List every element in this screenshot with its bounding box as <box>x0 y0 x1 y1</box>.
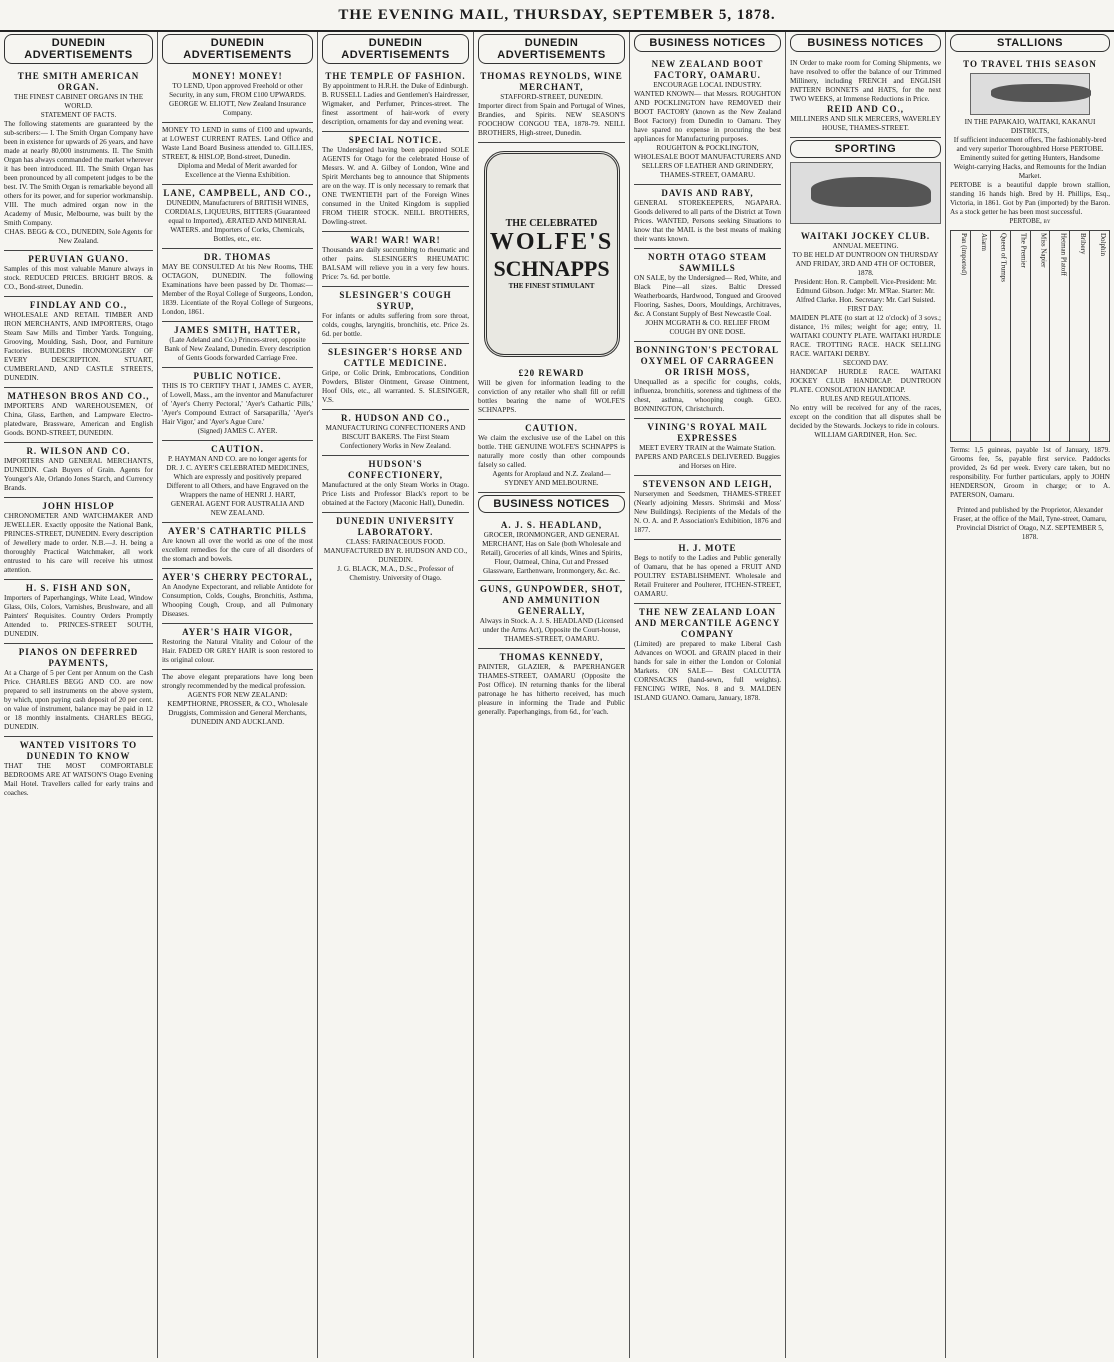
ad-body: IMPORTERS AND WAREHOUSEMEN, Of China, Glass, Earthen, and Lampware Electro-platedware, Brassware, American and English Goods. BOND-STREET, DUNEDIN. <box>4 402 153 437</box>
ad-title: WANTED VISITORS TO DUNEDIN TO KNOW <box>19 740 138 761</box>
section-header: BUSINESS NOTICES <box>478 495 625 513</box>
ad-body: Always in Stock. A. J. S. HEADLAND (Licensed under the Arms Act), Opposite the Court-house, THAMES-STREET, OAMARU. <box>479 617 624 643</box>
watson-ad <box>4 737 153 802</box>
column-3 <box>318 32 474 1358</box>
horse-silhouette <box>991 84 1091 102</box>
ad-subtitle: By appointment to H.R.H. the Duke of Edinburgh. <box>322 82 469 90</box>
ad-title: THOMAS REYNOLDS, WINE MERCHANT, <box>480 71 623 92</box>
wilson-ad <box>4 443 153 498</box>
ad-sign: WILLIAM GARDINER, Hon. Sec. <box>814 431 917 439</box>
ad-title: DUNEDIN UNIVERSITY LABORATORY. <box>336 516 455 537</box>
ad-title: GUNS, GUNPOWDER, SHOT, AND AMMUNITION GENERALLY, <box>479 584 624 616</box>
ad-title: DAVIS AND RABY, <box>661 188 754 198</box>
ad-body: CHRONOMETER AND WATCHMAKER AND JEWELLER. Exactly opposite the National Bank, PRINCES-STREET, DUNEDIN. Every description of Jewellery made to order. N.B.—J. H. being a thoroughly Practical Watchmaker, all work entrusted to his care will receive his utmost attention. <box>4 512 153 574</box>
horse-silhouette <box>811 177 931 207</box>
ad-body: IMPORTERS AND GENERAL MERCHANTS, DUNEDIN. Cash Buyers of Grain. Agents for Younger's Ale, Orlando Jones Starch, and Currency Brands. <box>4 457 153 492</box>
ad-terms: Terms: 1,5 guineas, payable 1st of January, 1879. Grooms fee, 5s, payable first service. Paddocks provided, 2s 6d per week. Every care taken, but no responsibility. For further particulars, apply to JOHN HENDERSON, Groom in charge; or to A. PATERSON, Oamaru. <box>950 446 1110 499</box>
reward-ad <box>478 365 625 420</box>
ad-title: DR. THOMAS <box>203 252 272 262</box>
jockey-club-ad <box>790 228 941 444</box>
ad-body: The above elegant preparations have long been strongly recommended by the medical profession. <box>162 673 313 690</box>
ad-title: WAITAKI JOCKEY CLUB. <box>800 231 931 241</box>
vining-ad <box>634 419 781 476</box>
temple-fashion-ad <box>322 68 469 132</box>
horse-illustration <box>970 73 1090 115</box>
university-lab-ad <box>322 513 469 587</box>
sawmills-ad <box>634 249 781 342</box>
ad-title: THOMAS KENNEDY, <box>499 652 604 662</box>
matheson-ad <box>4 388 153 443</box>
column-7 <box>946 32 1114 1358</box>
ad-body: If sufficient inducement offers, The fashionably-bred and very superior Thoroughbred Horse PERTOBE. Eminently suited for getting Hunters, Handsome Weight-carrying Hacks, and Remounts for the Indian Market. <box>953 136 1107 180</box>
ad-body: The Undersigned having been appointed SOLE AGENTS for Otago for the celebrated House of Messrs. W. and A. Gilbey of London, Wine and Spirit Merchants beg to announce that Shipments are on the way. IT is only necessary to remark that ONE TWENTIETH part of the Foreign Wines consumed in the United Kingdom is supplied FROM THEIR STOCK. NEILL BROTHERS, Dowling-street. <box>322 146 469 226</box>
column-header: BUSINESS NOTICES <box>790 34 941 52</box>
findlay-ad <box>4 297 153 388</box>
special-notice-ad <box>322 132 469 232</box>
ad-title: MONEY! MONEY! <box>192 71 283 81</box>
money-ad <box>162 68 313 123</box>
ad-title: NEW ZEALAND BOOT FACTORY, OAMARU. <box>651 59 764 80</box>
ad-sign: ROUGHTON & POCKLINGTON, WHOLESALE BOOT MANUFACTURERS AND SELLERS OF LEATHER AND GRINDERY, THAMES-STREET, OAMARU. <box>634 144 781 179</box>
pedigree-cell: The Premier <box>1011 231 1031 441</box>
dr-thomas-ad <box>162 249 313 322</box>
pertobe-ad <box>950 56 1110 546</box>
column-header: DUNEDIN ADVERTISEMENTS <box>4 34 153 64</box>
column-4 <box>474 32 630 1358</box>
column-header: BUSINESS NOTICES <box>634 34 781 52</box>
reynolds-ad <box>478 68 625 143</box>
ad-subtitle: THE FINEST CABINET ORGANS IN THE WORLD. <box>13 93 144 110</box>
ad-body: THIS IS TO CERTIFY THAT I, JAMES C. AYER, of Lowell, Mass., am the inventor and Manufacturer of 'Ayer's Cherry Pectoral,' 'Ayer's Cathartic Pills,' 'Ayer's Compound Extract of Sarsaparilla,' 'Ayer's Hair Vigor,' and 'Ayer's Ague Cure.' <box>162 382 313 426</box>
ad-body: The following statements are guaranteed by the sub-scribers:— I. The Smith Organ Company have been in existence for upwards of 26 years, and have made at nearly 80,000 instruments. II. The Smith Organ has always commanded the market wherever it has been introduced. III. The Smith Organ has been pronounced by all competent judges to be the best. IV. The Smith Organ is remarkable beyond all others for its power, and for superior workmanship. VIII. The much admired organ now in the Academy of Music, Melbourne, was built by the Smith Company. <box>4 120 153 227</box>
ad-title: CAUTION. <box>211 444 264 454</box>
ad-body: Importer direct from Spain and Portugal of Wines, Brandies, and Spirits. NEW SEASON'S FOOCHOW CONGOU TEA, 1878-79. NEILL BROTHERS, High-street, Dunedin. <box>478 102 625 137</box>
label-line: WOLFE'S <box>489 229 614 255</box>
ad-title: SPECIAL NOTICE. <box>348 135 443 145</box>
ad-title: R. HUDSON AND CO., <box>340 413 450 423</box>
ad-body: At a Charge of 5 per Cent per Annum on the Cash Price. CHARLES BEGG AND CO. are now prepared to sell instruments on the above system, by which, upon paying cash deposit of 20 per cent. on value of instrument, balance may be paid in 12 or 18 monthly instalments. CHARLES BEGG, DUNEDIN. <box>4 669 153 731</box>
ad-title: SLESINGER'S COUGH SYRUP, <box>339 290 452 311</box>
ad-title: CAUTION. <box>525 423 578 433</box>
column-5 <box>630 32 786 1358</box>
column-header: STALLIONS <box>950 34 1110 52</box>
ad-title: AYER'S CATHARTIC PILLS <box>168 526 307 536</box>
boot-factory-ad <box>634 56 781 185</box>
pedigree-table <box>950 230 1110 442</box>
ad-agent: AGENTS FOR NEW ZEALAND: KEMPTHORNE, PROSSER, & CO., Wholesale Druggists, Commission and General Merchants, DUNEDIN AND AUCKLAND. <box>167 691 308 726</box>
ad-title: BONNINGTON'S PECTORAL OXYMEL OF CARRAGEEN OR IRISH MOSS, <box>636 345 779 377</box>
ad-title: JOHN HISLOP <box>42 501 115 511</box>
ad-subtitle: ENCOURAGE LOCAL INDUSTRY. <box>653 81 762 89</box>
horse-medicine-ad <box>322 344 469 410</box>
cough-syrup-ad <box>322 287 469 344</box>
ad-body: No entry will be received for any of the races, except on the condition that all disputes shall be decided by the Stewards. Jockeys to ride in colours. <box>790 404 941 430</box>
column-header: DUNEDIN ADVERTISEMENTS <box>162 34 313 64</box>
guns-ad <box>478 581 625 649</box>
ad-body: We claim the exclusive use of the Label on this bottle. THE GENUINE WOLFE'S SCHNAPPS is naturally more costly than other compounds falsely so called. <box>478 434 625 469</box>
bonnington-ad <box>634 342 781 419</box>
ad-title: £20 REWARD <box>518 368 585 378</box>
masthead-title: THE EVENING MAIL, THURSDAY, SEPTEMBER 5, 1878. <box>338 7 776 23</box>
ad-title: TO TRAVEL THIS SEASON <box>963 59 1097 69</box>
ad-agent: Agents for Aroplaud and N.Z. Zealand—SYDNEY AND MELBOURNE. <box>492 470 611 487</box>
ad-sign: JOHN MCGRATH & CO. RELIEF FROM COUGH BY ONE DOSE. <box>645 319 770 336</box>
ad-body: ON SALE, by the Undersigned— Red, White, and Black Pine—all sizes. Baltic Dressed Weatherboards, Hardwood, Tongued and Grooved Flooring, Sashes, Doors, Mouldings, Architraves, &c. A Constant Supply of Best Newcastle Coal. <box>634 274 781 318</box>
ad-body: B. RUSSELL Ladies and Gentlemen's Hairdresser, Wigmaker, and Perfumer, Princes-street. The finest assortment of hair-work of every description, ornaments for day and evening wear. <box>322 91 469 126</box>
kempthorne-ad <box>162 670 313 731</box>
fish-ad <box>4 580 153 644</box>
ad-sign: J. G. BLACK, M.A., D.Sc., Professor of Chemistry. University of Otago. <box>337 565 454 582</box>
ad-title: JAMES SMITH, HATTER, <box>174 325 301 335</box>
ad-heading: STATEMENT OF FACTS. <box>40 111 117 119</box>
ad-body: An Anodyne Expectorant, and reliable Antidote for Consumption, Colds, Coughs, Bronchitis, Asthma, Whooping Cough, Croup, and all Pulmonary Diseases. <box>162 583 313 618</box>
ad-note: Diploma and Medal of Merit awarded for Excellence at the Vienna Exhibition. <box>177 162 298 179</box>
millinery-ad <box>790 56 941 138</box>
schnapps-label-illustration <box>484 151 620 357</box>
ad-body: WHOLESALE AND RETAIL TIMBER AND IRON MERCHANTS, AND IMPORTERS, Otago Steam Saw Mills and Timber Yards. Tonguing, Grooving, Moulding, Sash, Door, and Furniture Factories. BUILDERS IRONMONGERY OF EVERY DESCRIPTION. STUART, CUMBERLAND, AND CASTLE STREETS, DUNEDIN. <box>4 311 153 382</box>
ad-body: Samples of this most valuable Manure always in stock. REDUCED PRICES. BRIGHT BROS. & CO., Bond-street, Dunedin. <box>4 265 153 291</box>
pedigree-cell: Alarm <box>971 231 991 441</box>
ad-title: THE SMITH AMERICAN ORGAN. <box>17 71 140 92</box>
column-1 <box>0 32 158 1358</box>
war-ad <box>322 232 469 287</box>
ad-sign: (Signed) JAMES C. AYER. <box>197 427 278 435</box>
ad-title: H. J. MOTE <box>678 543 737 553</box>
ad-title: VINING'S ROYAL MAIL EXPRESSES <box>647 422 768 443</box>
ad-body: Restoring the Natural Vitality and Colour of the Hair. FADED OR GREY HAIR is soon restored to its original colour. <box>162 638 313 664</box>
guano-ad <box>4 251 153 297</box>
ad-title: AYER'S CHERRY PECTORAL, <box>162 572 313 582</box>
imprint: Printed and published by the Proprietor, Alexander Fraser, at the office of the Mail, Tyne-street, Oamaru, Provincial District of Otago, N.Z. SEPTEMBER 5, 1878. <box>953 506 1107 541</box>
public-notice-ad <box>162 368 313 441</box>
ad-body: CLASS: FARINACEOUS FOOD. MANUFACTURED BY R. HUDSON AND CO., DUNEDIN. <box>323 538 468 564</box>
column-2 <box>158 32 318 1358</box>
day-heading: SECOND DAY. <box>842 359 889 367</box>
ad-subtitle: IN THE PAPAKAIO, WAITAKI, KAKANUI DISTRICTS, <box>964 118 1096 135</box>
pedigree-cell: Dolphin <box>1099 233 1107 256</box>
pedigree-heading: PERTOBE, by <box>1009 217 1051 225</box>
ad-body: DUNEDIN, Manufacturers of BRITISH WINES, CORDIALS, LIQUEURS, BITTERS (Guaranteed equal to Imported), ÆRATED AND MINERAL WATERS. and Importers of Corks, Chemicals, Bottles, etc., etc. <box>164 199 311 243</box>
section-header: SPORTING <box>790 140 941 158</box>
ad-body: Manufactured at the only Steam Works in Otago. Price Lists and Professor Black's report to be obtained at the Factory (Maconic Hall), Dunedin. <box>322 481 469 507</box>
money-lend-ad <box>162 123 313 185</box>
ad-title: PERUVIAN GUANO. <box>28 254 129 264</box>
ad-body: (Late Adeland and Co.) Princes-street, opposite Bank of New Zealand, Dunedin. Every description of Gents Goods forwarded Carriage Free. <box>164 336 311 362</box>
ad-title: PIANOS ON DEFERRED PAYMENTS, <box>18 647 139 668</box>
ad-title: THE NEW ZEALAND LOAN AND MERCANTILE AGENCY COMPANY <box>634 607 781 639</box>
ad-body: MAIDEN PLATE (to start at 12 o'clock) of 3 sovs.; distance, 1½ miles; weight for age; entry, 1l. WAITAKI COUNTY PLATE. WAITAKI HURDLE RACE. TROTTING RACE. HACK SELLING RACE. WAITAKI DERBY. <box>790 314 941 358</box>
ad-title: PUBLIC NOTICE. <box>193 371 282 381</box>
lane-campbell-ad <box>162 185 313 249</box>
headland-ad <box>478 517 625 581</box>
ad-body: Will be given for information leading to the conviction of any retailer who shall fill or refill bottles bearing the name of WOLFE'S SCHNAPPS. <box>478 379 625 414</box>
ad-body: GROCER, IRONMONGER, AND GENERAL MERCHANT, Has on Sale (both Wholesale and Retail), Groceries of all kinds, Wines and Spirits, Flour, Oatmeal, China, Cut and Pressed Glassware, Earthenware, Ironmongery, &c. &c. <box>480 531 623 575</box>
ad-title: R. WILSON AND CO. <box>26 446 131 456</box>
column-header: DUNEDIN ADVERTISEMENTS <box>478 34 625 64</box>
label-line: THE CELEBRATED <box>505 218 598 229</box>
ad-subtitle: ANNUAL MEETING. <box>832 242 899 250</box>
ad-title: NORTH OTAGO STEAM SAWMILLS <box>647 252 768 273</box>
racehorse-illustration <box>790 162 941 224</box>
hislop-ad <box>4 498 153 580</box>
ad-body: Nurserymen and Seedsmen, THAMES-STREET (Nearly adjoining Messrs. Shrimski and Moss' New Buildings). Recipients of the Medals of the N. O. A. and P. Association's Exhibition, 1876 and 1877. <box>634 490 781 534</box>
ad-title: REID AND CO., <box>826 104 904 114</box>
ad-body: Gripe, or Colic Drink, Embrocations, Condition Powders, Blister Ointment, Grease Ointment, Hoof Oils, etc., all warranted. S. SLESINGER, V.S. <box>322 369 469 404</box>
pedigree-cell: Queen of Trumps <box>991 231 1011 441</box>
ad-title: A. J. S. HEADLAND, <box>500 520 603 530</box>
ad-title: H. S. FISH AND SON, <box>25 583 132 593</box>
rules-heading: RULES AND REGULATIONS. <box>820 395 911 403</box>
smith-organ-ad <box>4 68 153 251</box>
ad-body: IN Order to make room for Coming Shipments, we have resolved to offer the balance of our Trimmed Millinery, including FRENCH and ENGLISH PATTERN BONNETS and HATS, for the next TWO WEEKS, at Immense Reductions in Price. <box>790 59 941 103</box>
ad-officers: President: Hon. R. Campbell. Vice-President: Mr. Edmund Gibson. Judge: Mr. M'Rae. Starter: Mr. Alfred Clarke. Hon. Secretary: Mr. Carl Suisted. <box>794 278 937 304</box>
label-line: THE FINEST STIMULANT <box>508 282 595 290</box>
ad-body: For infants or adults suffering from sore throat, colds, coughs, laryngitis, bronchitis, etc. Price 2s. 6d. per bottle. <box>322 312 469 338</box>
hudson-confectionery-ad <box>322 456 469 513</box>
caution-schnapps-ad <box>478 420 625 493</box>
pedigree-cell: Hetman Platoff <box>1050 231 1070 441</box>
smith-hatter-ad <box>162 322 313 368</box>
day-heading: FIRST DAY. <box>847 305 884 313</box>
ad-title: LANE, CAMPBELL, AND CO., <box>163 188 312 198</box>
ad-body: (Limited) are prepared to make Liberal Cash Advances on WOOL and GRAIN placed in their hands for sale in either the London or Colonial Markets. ON SALE— Best CALCUTTA CORNSACKS (hand-sewn, full weights). FENCING WIRE, Nos. 8 and 9. MALDEN ISLAND GUANO. Oamaru, January, 1878. <box>634 640 781 702</box>
ad-body: MONEY TO LEND in sums of £100 and upwards, at LOWEST CURRENT RATES. Land Office and Waste Land Board Business attended to. GILLIES, STREET, & HISLOP, Bond-street, Dunedin. <box>162 126 313 161</box>
ad-body: Thousands are daily succumbing to rheumatic and other pains. SLESINGER'S RHEUMATIC BALSAM will relieve you in a very few hours. Price: 7s. 6d. per bottle. <box>322 246 469 281</box>
ad-title: MATHESON BROS AND CO., <box>7 391 150 401</box>
ad-subtitle: MILLINERS AND SILK MERCERS, WAVERLEY HOUSE, THAMES-STREET. <box>790 115 941 132</box>
loan-mercantile-ad <box>634 604 781 707</box>
ad-title: AYER'S HAIR VIGOR, <box>182 627 293 637</box>
ayers-pectoral-ad <box>162 569 313 624</box>
pianos-ad <box>4 644 153 737</box>
ayers-hair-ad <box>162 624 313 670</box>
ad-body: Begs to notify to the Ladies and Public generally of Oamaru, that he has opened a FRUIT AND POULTRY ESTABLISHMENT. Wholesale and Retail Fruiterer and Poulterer, ITCHEN-STREET, OAMARU. <box>634 554 781 598</box>
label-line: SCHNAPPS <box>493 256 610 281</box>
stevenson-leigh-ad <box>634 476 781 540</box>
hudson-ad <box>322 410 469 456</box>
ad-title: STEVENSON AND LEIGH, <box>642 479 773 489</box>
pedigree-cell: Miss Napier <box>1031 231 1051 441</box>
ad-body: TO BE HELD AT DUNTROON ON THURSDAY AND FRIDAY, 3RD AND 4TH OF OCTOBER, 1878. <box>792 251 939 277</box>
ad-body: WANTED KNOWN— that Messrs. ROUGHTON AND POCKLINGTON have REMOVED their BOOT FACTORY (known as the New Zealand Boot Factory) from Dunedin to Oamaru. They have spared no expense in procuring the best appliances for Manufacturing purposes. <box>634 90 781 143</box>
ad-title: FINDLAY AND CO., <box>29 300 128 310</box>
ad-body: Unequalled as a specific for coughs, colds, influenza, bronchitis, soreness and tightness of the chest, asthma, whooping cough. GEO. BONNINGTON, Christchurch. <box>634 378 781 413</box>
ad-title: WAR! WAR! WAR! <box>350 235 441 245</box>
pedigree-cell: Pan (imported) <box>951 231 971 441</box>
column-6 <box>786 32 946 1358</box>
ad-body: THAT THE MOST COMFORTABLE BEDROOMS ARE AT WATSON'S Otago Evening Mail Hotel. Travellers called for early trains and coaches. <box>4 762 153 797</box>
ad-title: HUDSON'S CONFECTIONERY, <box>347 459 444 480</box>
ad-text: PERTOBE is a beautiful dapple brown stallion, standing 16 hands high. Bred by H. Phillips, Esq., Victoria, in 1861. Got by Pan (imported) by the Baron. As a stock getter he has been most successful. <box>950 181 1110 216</box>
ad-title: THE TEMPLE OF FASHION. <box>325 71 466 81</box>
davis-raby-ad <box>634 185 781 249</box>
pedigree-cell: Bribery <box>1070 231 1090 441</box>
kennedy-ad <box>478 649 625 721</box>
caution-ad <box>162 441 313 523</box>
column-header: DUNEDIN ADVERTISEMENTS <box>322 34 469 64</box>
ad-body: P. HAYMAN AND CO. are no longer agents for DR. J. C. AYER'S CELEBRATED MEDICINES, Which are expressly and positively prepared Different to all Others, and have Engraved on the Wrappers the name of HENRI J. HART, GENERAL AGENT FOR AUSTRALIA AND NEW ZEALAND. <box>166 455 309 517</box>
masthead <box>0 0 1114 32</box>
ad-body: Importers of Paperhangings, White Lead, Window Glass, Oils, Colors, Varnishes, Brushware, and all Painters' Requisites. Country Orders Promptly Attended to. PRINCES-STREET SOUTH, DUNEDIN. <box>4 594 153 638</box>
ad-body: MEET EVERY TRAIN at the Waimate Station. PAPERS AND PARCELS DELIVERED. Buggies and Horses on Hire. <box>635 444 780 470</box>
ad-body: GENERAL STOREKEEPERS, NGAPARA. Goods delivered to all parts of the District at Town Prices. WANTED, Persons seeking Situations to know that the MAIL is the best means of making their wants known. <box>634 199 781 243</box>
ad-body: Are known all over the world as one of the most excellent remedies for the cure of all disorders of the stomach and bowels. <box>162 537 313 563</box>
ad-body: MANUFACTURING CONFECTIONERS AND BISCUIT BAKERS. The First Steam Confectionery Works in New Zealand. <box>325 424 466 450</box>
ad-body: HANDICAP HURDLE RACE. WAITAKI JOCKEY CLUB HANDICAP. DUNTROON PLATE. CONSOLATION HANDICAP. <box>790 368 941 394</box>
ayers-pills-ad <box>162 523 313 569</box>
mote-ad <box>634 540 781 604</box>
ad-agent: CHAS. BEGG & CO., DUNEDIN, Sole Agents for New Zealand. <box>4 228 153 245</box>
ad-subtitle: STAFFORD-STREET, DUNEDIN. <box>500 93 603 101</box>
ad-body: TO LEND, Upon approved Freehold or other Security, in any sum, FROM £100 UPWARDS. GEORGE W. ELIOTT, New Zealand Insurance Company. <box>169 82 306 117</box>
ad-title: SLESINGER'S HORSE AND CATTLE MEDICINE. <box>327 347 464 368</box>
ad-body: MAY BE CONSULTED At his New Rooms, THE OCTAGON, DUNEDIN. The following Examinations have been passed by Dr. Thomas:— Member of the Royal College of Surgeons, London, 1839. Licentiate of the Royal College of Surgeons, London, 1861. <box>162 263 313 316</box>
ad-body: PAINTER, GLAZIER, & PAPERHANGER THAMES-STREET, OAMARU (Opposite the Post Office). IN returning thanks for the liberal patronage he has hitherto received, has much pleasure in informing the Trade and Public generally. Paperhangings, from 6d., for 'each. <box>478 663 625 716</box>
